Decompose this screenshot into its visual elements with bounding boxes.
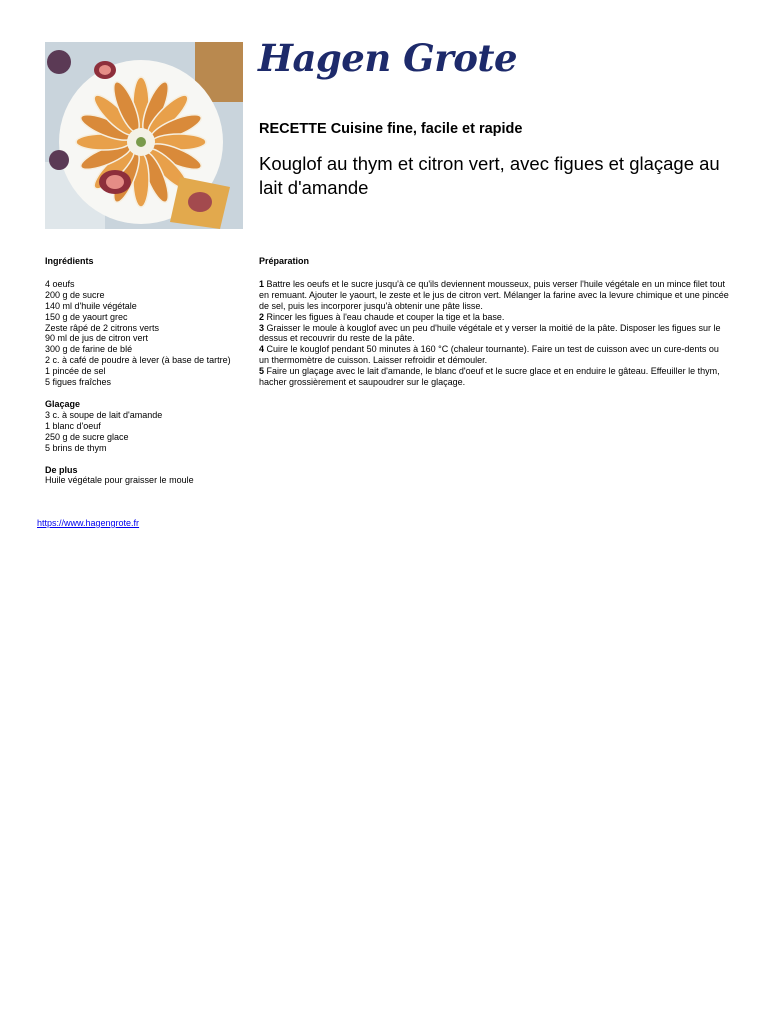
preparation-heading: Préparation [259, 256, 310, 266]
step-text: Cuire le kouglof pendant 50 minutes à 160 °C (chaleur tournante). Faire un test de cuisson avec un cure-dents ou un thermomètre de cuisson. Laisser refroidir et démouler. [259, 344, 719, 366]
step-number: 1 [259, 278, 265, 289]
step-number: 4 [259, 344, 265, 355]
list-item: Huile végétale pour graisser le moule [45, 475, 194, 486]
list-item: 1 blanc d'oeuf [45, 420, 101, 431]
de-plus-list [45, 475, 245, 486]
step-number: 5 [259, 366, 265, 377]
website-link[interactable]: https://www.hagengrote.fr [37, 518, 140, 528]
step-text: Rincer les figues à l'eau chaude et couper la tige et la base. [266, 311, 505, 322]
ingredients-column [45, 256, 245, 497]
ingredients-heading: Ingrédients [45, 256, 94, 266]
step-text: Faire un glaçage avec le lait d'amande, le blanc d'oeuf et le sucre glace et en enduire le gâteau. Effeuiller le thym, hacher grossièrement et saupoudrer sur le glaçage. [259, 366, 720, 388]
list-item: 2 c. à café de poudre à lever (à base de tartre) [45, 355, 231, 366]
list-item: Zeste râpé de 2 citrons verts [45, 322, 160, 333]
ingredients-list [45, 279, 245, 388]
glacage-heading: Glaçage [45, 398, 81, 409]
step-text: Graisser le moule à kouglof avec un peu d'huile végétale et y verser la moitié de la pâte. Disposer les figues sur le dessus et recouvrir du reste de la pâte. [259, 322, 721, 344]
step-text: Battre les oeufs et le sucre jusqu'à ce qu'ils deviennent mousseux, puis verser l'huile végétale en un mince filet tout en remuant. Ajouter le yaourt, le zeste et le jus de citron vert. Mélanger la farine avec la levure chimique et une pincée de sel, puis les incorporer jusqu'à obtenir une pâte lisse. [259, 278, 729, 311]
step-number: 3 [259, 322, 265, 333]
list-item: 300 g de farine de blé [45, 344, 133, 355]
kouglof-illustration [45, 42, 243, 229]
list-item: 200 g de sucre [45, 289, 105, 300]
list-item: 150 g de yaourt grec [45, 311, 128, 322]
list-item: 3 c. à soupe de lait d'amande [45, 409, 163, 420]
preparation-step [259, 344, 729, 366]
list-item: 140 ml d'huile végétale [45, 300, 137, 311]
list-item: 250 g de sucre glace [45, 431, 129, 442]
recipe-title: Kouglof au thym et citron vert, avec figues et glaçage au lait d'amande [259, 153, 720, 198]
preparation-step [259, 312, 729, 323]
list-item: 5 brins de thym [45, 442, 107, 453]
list-item: 4 oeufs [45, 278, 75, 289]
list-item: 90 ml de jus de citron vert [45, 333, 149, 344]
glacage-list [45, 410, 245, 454]
list-item: 1 pincée de sel [45, 366, 106, 377]
preparation-step [259, 279, 729, 312]
brand-logo: Hagen Grote [258, 36, 518, 80]
list-item: 5 figues fraîches [45, 377, 112, 388]
de-plus-heading: De plus [45, 464, 78, 475]
preparation-column [259, 256, 729, 388]
recipe-photo [45, 42, 243, 229]
step-number: 2 [259, 311, 265, 322]
recipe-category: RECETTE Cuisine fine, facile et rapide [259, 121, 523, 137]
preparation-step [259, 323, 729, 345]
preparation-step [259, 366, 729, 388]
